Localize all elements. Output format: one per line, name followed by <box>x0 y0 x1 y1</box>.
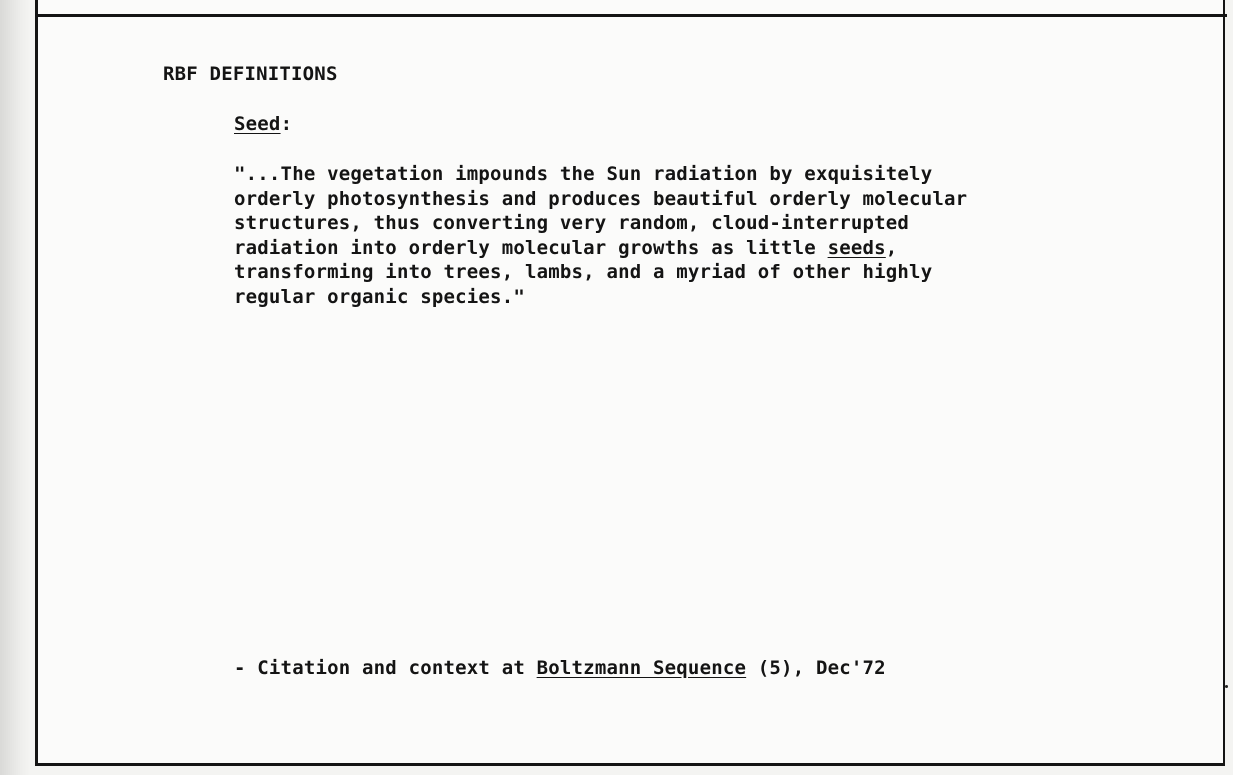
citation-prefix: - Citation and context at <box>234 657 537 679</box>
term-title: Seed <box>234 113 281 135</box>
term-line <box>234 113 292 135</box>
citation-suffix: (5), Dec'72 <box>746 657 886 679</box>
card-heading: RBF DEFINITIONS <box>163 63 338 85</box>
definition-quote <box>234 162 1134 309</box>
quote-line: orderly photosynthesis and produces beautiful orderly molecular <box>234 187 968 210</box>
quote-emphasis: seeds <box>827 236 886 259</box>
quote-emphasis-comma: , <box>885 236 898 259</box>
page-edge-shadow <box>0 0 30 775</box>
term-colon: : <box>280 113 293 135</box>
quote-line: "...The vegetation impounds the Sun radiation by exquisitely <box>234 163 933 185</box>
card-top-rule <box>35 14 1227 17</box>
ink-speck <box>1225 685 1228 688</box>
quote-line-text: radiation into orderly molecular growths as little <box>234 236 828 259</box>
citation-line <box>234 657 886 679</box>
citation-source-link[interactable]: Boltzmann Sequence <box>536 657 747 679</box>
index-card <box>35 0 1225 766</box>
quote-line: structures, thus converting very random, cloud-interrupted <box>234 212 910 234</box>
quote-line: transforming into trees, lambs, and a myriad of other highly <box>234 261 933 283</box>
quote-line <box>234 236 1134 261</box>
quote-line: regular organic species." <box>234 285 525 308</box>
